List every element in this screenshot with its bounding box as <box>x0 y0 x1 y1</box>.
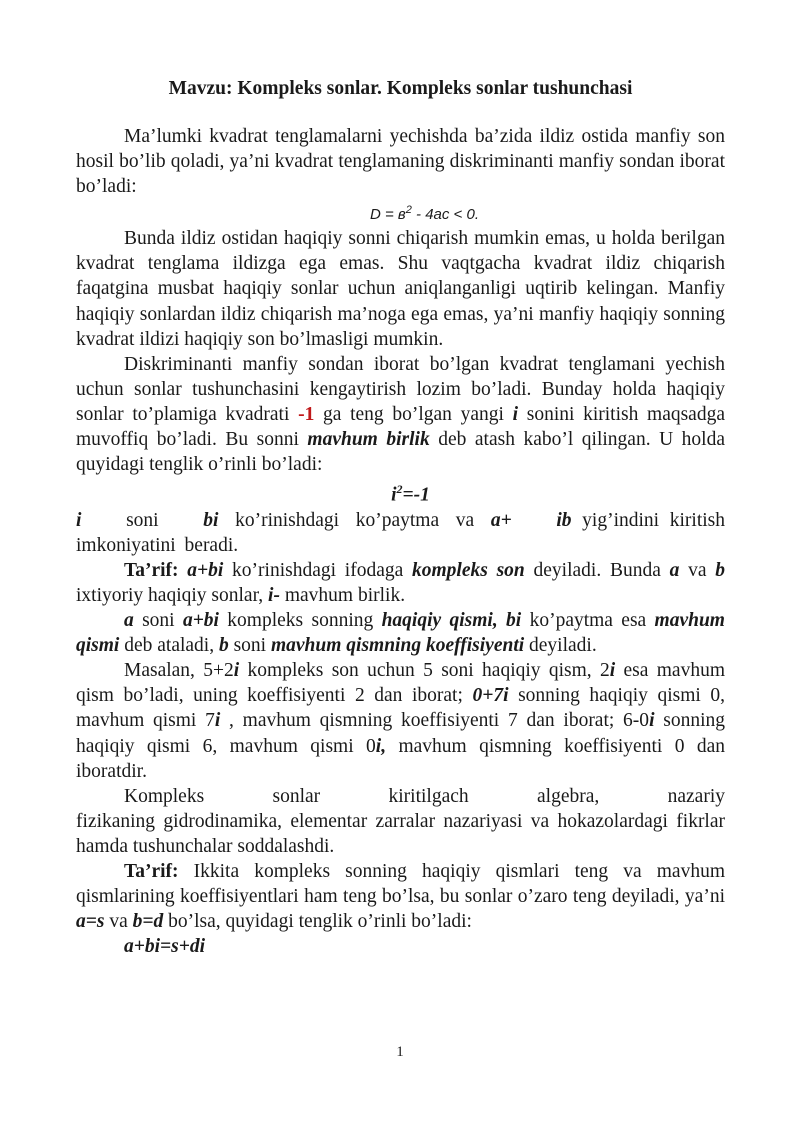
symbol-b: b <box>218 635 229 657</box>
paragraph-applications <box>76 784 725 859</box>
paragraph-i-soni <box>76 508 725 558</box>
text: va <box>679 559 716 581</box>
formula-rhs: - 4ac < 0. <box>411 206 479 224</box>
text: deb atash kabo’l qilingan. U holda quyidagi tenglik o’rinli bo’ladi: <box>76 429 726 476</box>
text: soni <box>133 610 183 632</box>
text: bo’lsa, quyidagi tenglik o’rinli bo’ladi: <box>163 911 472 933</box>
formula-base: i <box>391 484 397 506</box>
formula-discriminant <box>76 197 725 228</box>
symbol-i: i <box>214 710 221 732</box>
term-imaginary-coefficient: mavhum qismning koeffisiyenti <box>270 635 525 657</box>
text: Ikkita kompleks sonning haqiqiy qismlari teng va mavhum qismlarining koeffisiyentlari ham teng bo’lsa, bu sonlar o’zaro teng deyiladi, ya’ni <box>76 861 725 908</box>
formula-exponent: 2 <box>396 482 403 497</box>
text: ga teng bo’lgan yangi <box>314 403 513 425</box>
text: yig’indini kiritish imkoniyatini beradi. <box>76 509 726 556</box>
text: Kompleks sonlar kiritilgach algebra, nazariy fizikaning <box>76 785 725 832</box>
symbol-a: a <box>669 559 680 581</box>
paragraph-real-imaginary-parts <box>76 608 725 658</box>
symbol-a-plus-bi: a+bi <box>187 559 224 581</box>
text: sonning haqiqiy qismi 0, mavhum qismi 7 <box>76 685 725 732</box>
symbol-i: i, <box>375 735 387 757</box>
symbol-a-equals-s: a=s <box>76 911 105 933</box>
text: ko’rinishdagi ko’paytma va <box>218 509 491 531</box>
formula-lhs: D = в <box>369 206 406 224</box>
formula-exponent: 2 <box>405 204 412 217</box>
paragraph-definition-complex <box>76 558 725 608</box>
paragraph-definition-equality <box>76 859 725 934</box>
paragraph-no-roots: Bunda ildiz ostidan haqiqiy sonni chiqarish mumkin emas, u holda berilgan kvadrat tenglama ildizga ega emas. Shu vaqtgacha kvadrat ildiz chiqarish faqatgina musbat haqiqiy sonlar uchun aniqlanganligi uqtirib kelingan. Manfiy haqiqiy sonlardan ildiz chiqarish ma’noga ega emas, ya’ni manfiy haqiqiy sonning kvadrat ildizi haqiqiy son bo’lmasligi mumkin. <box>76 228 725 350</box>
definition-label: Ta’rif: <box>124 559 179 581</box>
symbol-i: i <box>609 660 616 682</box>
symbol-bi: bi <box>203 509 219 531</box>
text: sonini kiritish maqsadga muvoffiq bo’ladi. Bu sonni <box>76 403 725 451</box>
formula-i-squared <box>76 477 725 508</box>
term-complex-number: kompleks son <box>412 559 525 581</box>
term-imaginary-unit: mavhum birlik <box>307 429 430 451</box>
text: soni <box>228 635 271 657</box>
text: soni <box>81 509 204 531</box>
text: va <box>104 911 133 933</box>
text: kompleks sonning <box>218 610 382 632</box>
symbol-i: i <box>649 710 655 732</box>
symbol-b: b <box>715 559 726 581</box>
symbol-i: i <box>512 403 519 425</box>
text: kompleks son uchun 5 soni haqiqiy qism, 2 <box>239 660 610 682</box>
minus-one-highlight: -1 <box>298 403 315 425</box>
symbol-i: i <box>233 660 240 682</box>
text: Diskriminanti manfiy sondan iborat bo’lgan kvadrat tenglamani yechish uchun sonlar tushunchasini kengaytirish lozim bo’ladi. Bunday holda haqiqiy sonlar to’plamiga kvadrati <box>76 353 725 425</box>
symbol-i: i <box>76 509 82 531</box>
text: esa mavhum qism bo’ladi, uning koeffisiyenti 2 dan iborat; <box>76 660 726 707</box>
definition-label: Ta’rif: <box>124 861 179 883</box>
term-real-part: haqiqiy qismi, bi <box>381 610 522 632</box>
text: gidrodinamika, elementar zarralar nazariyasi va hokazolardagi fikrlar hamda tushunchalar soddalashdi. <box>76 810 726 857</box>
text: sonning haqiqiy qismi 6, mavhum qismi 0 <box>76 710 725 757</box>
formula-rest: =-1 <box>402 484 430 506</box>
symbol-i-minus: i- <box>268 585 280 606</box>
page-number: 1 <box>396 1044 404 1060</box>
text: mavhum qismning koeffisiyenti 0 dan iboratdir. <box>76 735 725 782</box>
symbol-a-plus: a+ <box>490 509 512 531</box>
symbol-a: a <box>124 610 134 632</box>
document-page <box>76 74 725 959</box>
formula-equality: a+bi=s+di <box>124 936 206 958</box>
paragraph-example <box>76 658 725 783</box>
text: , mavhum qismning koeffisiyenti 7 dan iborat; 6-0 <box>220 710 650 732</box>
symbol-b-equals-d: b=d <box>132 911 164 933</box>
term-imaginary-part: mavhum qismi <box>76 610 725 657</box>
text: Masalan, 5+2 <box>124 660 234 682</box>
paragraph-imaginary-unit <box>76 352 725 477</box>
text: deyiladi. Bunda <box>524 559 670 581</box>
text: mavhum birlik. <box>279 585 406 606</box>
page-title: Mavzu: Kompleks sonlar. Kompleks sonlar tushunchasi <box>168 78 633 99</box>
paragraph-intro: Ma’lumki kvadrat tenglamalarni yechishda ba’zida ildiz ostida manfiy son hosil bo’lib qoladi, ya’ni kvadrat tenglamaning diskriminanti manfiy sondan iborat bo’ladi: <box>76 126 725 198</box>
text: ko’paytma esa <box>521 610 655 632</box>
text: deb ataladi, <box>119 635 219 657</box>
symbol-a-plus-bi: a+bi <box>182 610 219 632</box>
text: ko’rinishdagi ifodaga <box>223 559 412 581</box>
symbol-0-plus-7i: 0+7i <box>472 685 509 707</box>
symbol-ib: ib <box>556 509 572 531</box>
text: ixtiyoriy haqiqiy sonlar, <box>76 585 269 606</box>
text: deyiladi. <box>524 635 597 657</box>
